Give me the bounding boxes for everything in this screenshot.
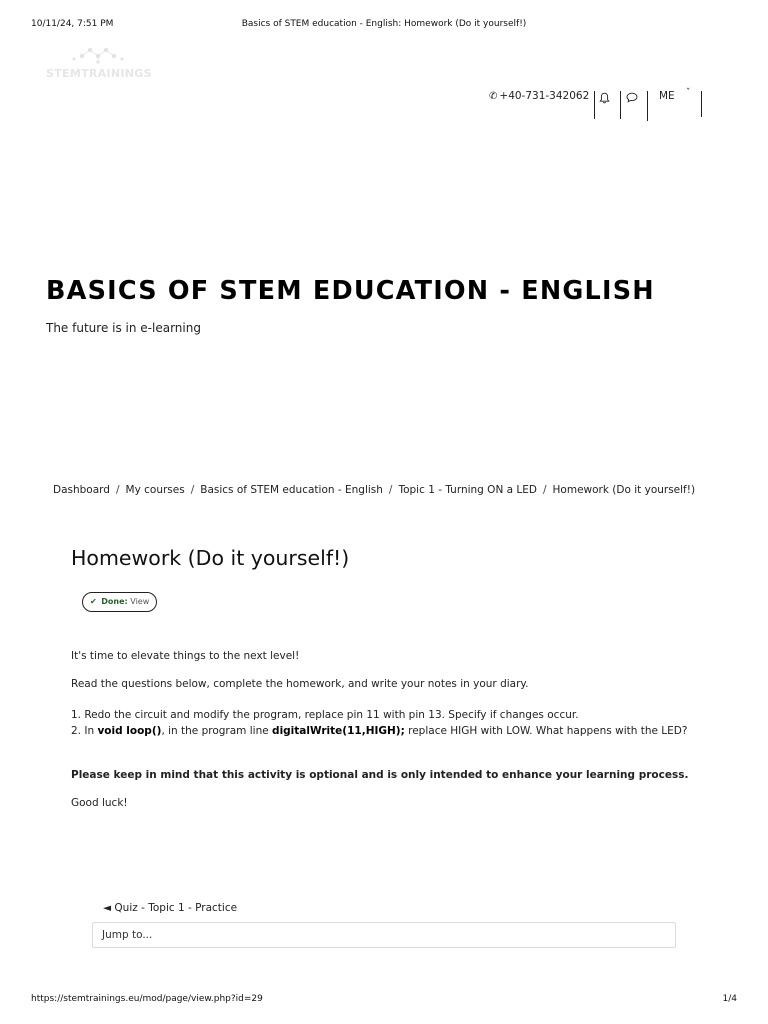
breadcrumb-item-topic[interactable]: Topic 1 - Turning ON a LED: [398, 484, 537, 496]
check-icon: ✔: [90, 597, 97, 606]
q2-suffix: replace HIGH with LOW. What happens with the LED?: [404, 725, 688, 737]
q2-middle: , in the program line: [161, 725, 273, 737]
closing-text: Good luck!: [71, 797, 128, 809]
chevron-down-icon[interactable]: ˇ: [686, 88, 691, 98]
bell-icon: [599, 92, 610, 104]
breadcrumb-item-current[interactable]: Homework (Do it yourself!): [552, 484, 696, 496]
course-tagline: The future is in e-learning: [46, 321, 201, 335]
instruction-text: Read the questions below, complete the homework, and write your notes in your diary.: [71, 678, 529, 690]
navbar-divider: [620, 91, 621, 119]
optional-note: Please keep in mind that this activity is optional and is only intended to enhance your learning process.: [71, 769, 689, 781]
print-page-number: 1/4: [722, 994, 737, 1004]
print-datetime: 10/11/24, 7:51 PM: [31, 19, 114, 29]
completion-view: View: [130, 597, 150, 606]
breadcrumb-separator: /: [115, 484, 120, 496]
course-title: BASICS OF STEM EDUCATION - ENGLISH: [46, 276, 655, 306]
previous-activity-link[interactable]: [103, 902, 237, 914]
navbar-divider: [647, 91, 648, 121]
question-1: 1. Redo the circuit and modify the program, replace pin 11 with pin 13. Specify if changes occur.: [71, 709, 579, 721]
breadcrumb-separator: /: [542, 484, 547, 496]
completion-status-badge[interactable]: [82, 592, 157, 612]
phone-link[interactable]: [489, 90, 589, 102]
breadcrumb-item-course[interactable]: Basics of STEM education - English: [200, 484, 383, 496]
intro-text: It's time to elevate things to the next level!: [71, 650, 300, 662]
breadcrumb-separator: /: [388, 484, 393, 496]
breadcrumb-item-dashboard[interactable]: Dashboard: [53, 484, 110, 496]
logo-text: STEMTRAININGS: [46, 67, 152, 80]
phone-icon: ✆: [489, 91, 498, 102]
phone-number: +40-731-342062: [499, 90, 590, 102]
print-url: https://stemtrainings.eu/mod/page/view.php?id=29: [31, 994, 263, 1004]
user-menu[interactable]: ME: [659, 90, 675, 102]
code-void-loop: void loop(): [97, 725, 162, 737]
chat-bubble-icon: [626, 92, 638, 103]
completion-label: Done:: [101, 597, 128, 606]
breadcrumb: [53, 484, 695, 496]
messages-button[interactable]: [626, 92, 638, 106]
molecule-logo-icon: [44, 36, 164, 66]
navbar-divider: [594, 91, 595, 119]
notifications-button[interactable]: [599, 92, 610, 107]
question-2: [71, 725, 711, 737]
print-document-title: Basics of STEM education - English: Homework (Do it yourself!): [241, 19, 527, 29]
code-digitalwrite: digitalWrite(11,HIGH);: [272, 725, 405, 737]
q2-prefix: 2. In: [71, 725, 98, 737]
previous-activity-label: Quiz - Topic 1 - Practice: [114, 902, 238, 914]
site-logo[interactable]: [44, 36, 164, 84]
page-title: Homework (Do it yourself!): [71, 546, 350, 570]
navbar-divider: [701, 91, 702, 117]
jump-to-select[interactable]: Jump to...: [92, 922, 676, 948]
breadcrumb-separator: /: [190, 484, 195, 496]
left-arrow-icon: ◄: [103, 902, 112, 914]
breadcrumb-item-my-courses[interactable]: My courses: [125, 484, 185, 496]
